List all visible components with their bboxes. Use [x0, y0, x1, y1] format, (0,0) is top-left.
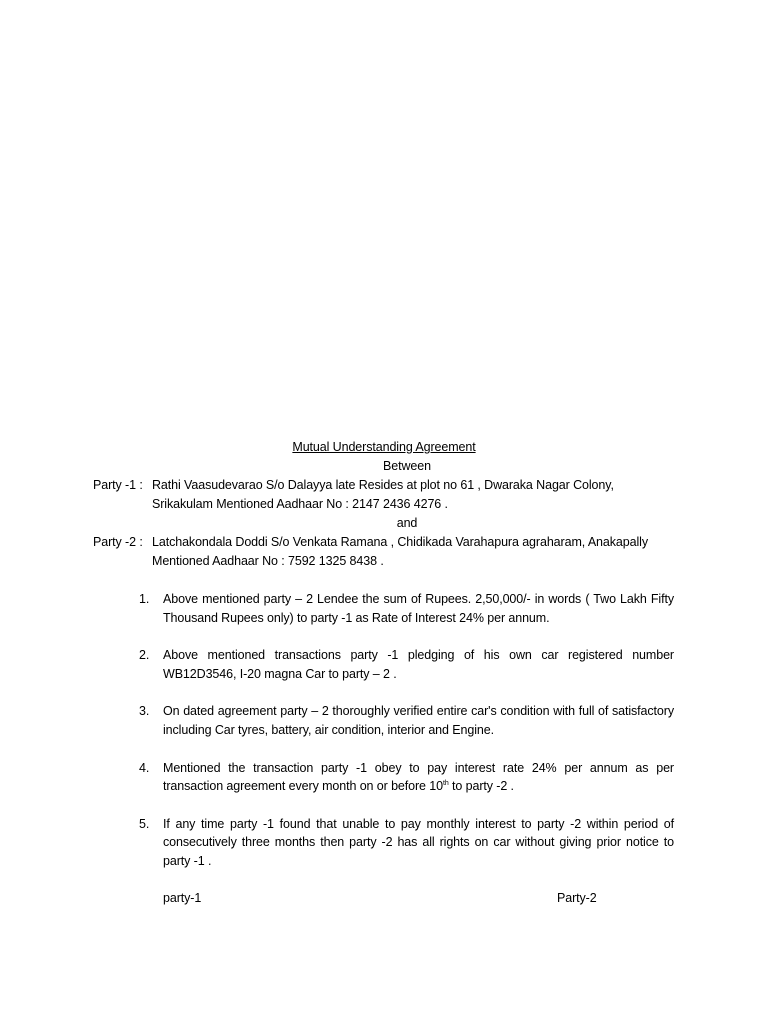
clause-text-before: Mentioned the transaction party -1 obey to pay interest rate 24% per annum as per transaction agreement every month on or before 10 — [163, 760, 674, 794]
clause-number: 3. — [139, 704, 150, 719]
ordinal-superscript: th — [443, 780, 449, 788]
party-1-block — [93, 476, 693, 514]
clause-text: Above mentioned party – 2 Lendee the sum of Rupees. 2,50,000/- in words ( Two Lakh Fifty Thousand Rupees only) to party -1 as Rate of Interest 24% per annum. — [163, 592, 674, 625]
clause-text: Above mentioned transactions party -1 pledging of his own car registered number WB12D3546, I-20 magna Car to party – 2 . — [163, 648, 674, 681]
party-2-block — [93, 533, 693, 571]
document-title: Mutual Understanding Agreement — [292, 440, 476, 454]
clause-text-after: to party -2 . — [448, 779, 514, 794]
between-text: Between — [383, 459, 431, 473]
clause-number: 1. — [139, 592, 150, 606]
party-2-tag: Party -2 : — [93, 535, 143, 549]
clause-text — [163, 761, 674, 794]
clause-item — [136, 815, 674, 871]
clause-number: 2. — [139, 648, 150, 663]
signature-party-1: party-1 — [163, 891, 202, 905]
clause-text: If any time party -1 found that unable to pay monthly interest to party -2 within period of consecutively three months then party -2 has all rights on car without giving prior notice to party -1 . — [163, 816, 674, 868]
clause-text: On dated agreement party – 2 thoroughly verified entire car's condition with full of satisfactory including Car tyres, battery, air condition, interior and Engine. — [163, 704, 674, 737]
and-text: and — [396, 516, 418, 530]
signature-party-2: Party-2 — [557, 891, 597, 905]
clause-item — [136, 759, 674, 796]
party-1-line-2: Srikakulam Mentioned Aadhaar No : 2147 2436 4276 . — [152, 497, 448, 511]
clause-number: 4. — [139, 760, 150, 775]
party-1-line-1: Rathi Vaasudevarao S/o Dalayya late Resides at plot no 61 , Dwaraka Nagar Colony, — [152, 478, 614, 492]
clause-item — [136, 702, 674, 739]
clause-number: 5. — [139, 816, 150, 831]
clause-item — [136, 590, 674, 627]
clause-list — [136, 590, 674, 890]
clause-item — [136, 646, 674, 683]
party-2-line-1: Latchakondala Doddi S/o Venkata Ramana , Chidikada Varahapura agraharam, Anakapally — [152, 535, 648, 549]
party-1-tag: Party -1 : — [93, 478, 143, 492]
party-2-line-2: Mentioned Aadhaar No : 7592 1325 8438 . — [152, 554, 384, 568]
